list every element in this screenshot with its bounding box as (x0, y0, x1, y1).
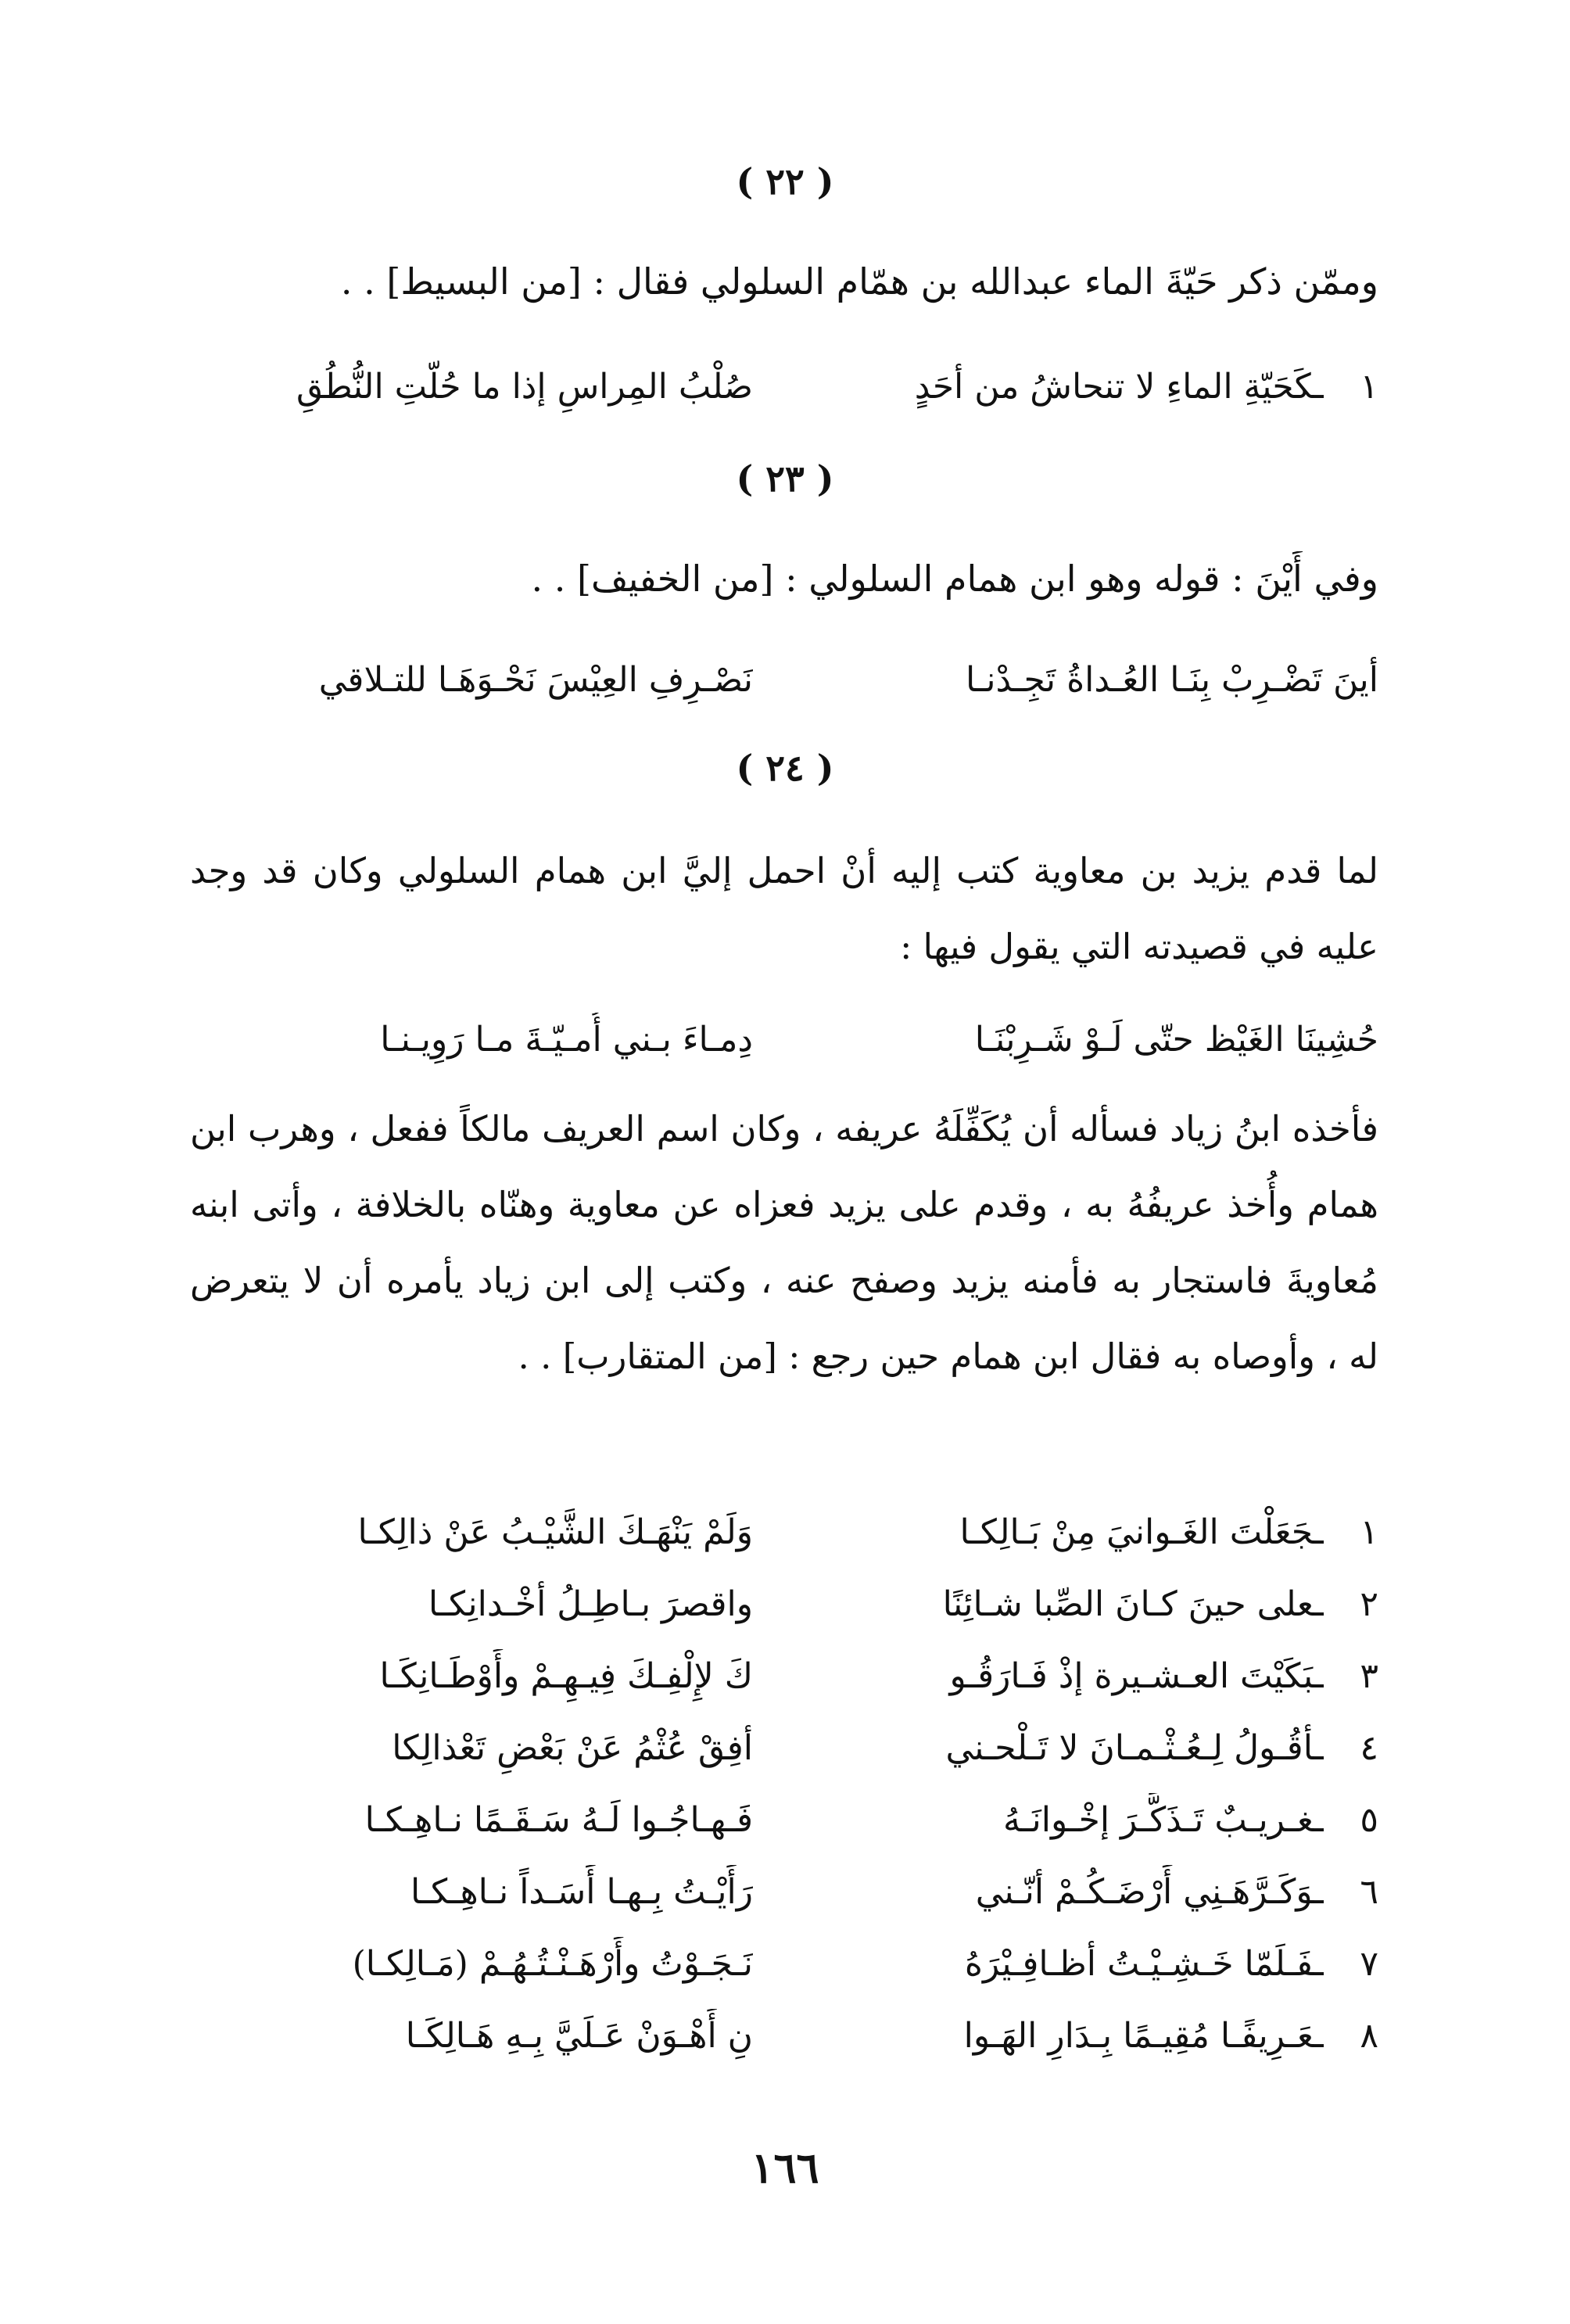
section-number-24: ( ٢٤ ) (736, 747, 834, 789)
verse-first-hemistich: ـعلى حينَ كـانَ الصِّبا شـائِنًا (942, 1584, 1324, 1624)
section-number-22: ( ٢٢ ) (736, 160, 834, 203)
verse-number: ٤ (1360, 1728, 1378, 1768)
verse-number: ١ (1360, 367, 1378, 407)
section-24-paragraph-1: لما قدم يزيد بن معاوية كتب إليه أنْ احمل إليَّ ابن همام السلولي وكان قد وجد عليه في قصيدته التي يقول فيها : (190, 850, 1378, 967)
verse-first-hemistich: أينَ تَضْـرِبْ بِنَـا العُـداةُ تَجِـدْنـا (965, 660, 1378, 700)
verse-first-hemistich: ـعَـرِيفًـا مُقِيـمًا بِـدَارِ الهَـوا (963, 2016, 1324, 2056)
section-22-verse (190, 360, 1378, 414)
verse-first-hemistich: ـأقُـولُ لِـعُـثْـمـانَ لا تَـلْحـني (945, 1728, 1324, 1768)
verse-number: ٥ (1360, 1800, 1378, 1840)
section-23-verse (190, 653, 1378, 708)
poem-verse (190, 1793, 1378, 1848)
verse-second-hemistich: دِمـاءَ بـني أُمـيّـةَ مـا رَوِيـنـا (380, 1020, 753, 1060)
verse-first-hemistich: ـبَكَيْتَ العـشـيرة إذْ فَـارَقُـو (949, 1656, 1324, 1696)
verse-first-hemistich: حُشِينَا الغَيْظ حتّى لَـوْ شَـرِبْنَـا (974, 1020, 1378, 1060)
poem-verse (190, 1721, 1378, 1776)
verse-second-hemistich: كَ لإِلْفِـكَ فِيـهِـمْ وأَوْطَـانِكَـا (379, 1656, 753, 1696)
verse-number: ١ (1360, 1512, 1378, 1552)
verse-second-hemistich: نِ أَهْـوَنْ عَـلَيَّ بِـهِ هَـالِكَـا (405, 2016, 753, 2056)
verse-second-hemistich: صُلْبُ المِراسِ إذا ما حُلّتِ النُّطُقِ (296, 367, 753, 407)
poem-verse (190, 1937, 1378, 1992)
verse-number: ٦ (1360, 1872, 1378, 1912)
verse-first-hemistich: ـجَعَلْتَ الغَـوانيَ مِنْ بَـالِكـا (959, 1512, 1324, 1552)
page-number: ١٦٦ (751, 2143, 819, 2193)
verse-second-hemistich: رَأَيْـتُ بِـهـا أَسَـداً نـاهِـكـا (410, 1872, 753, 1912)
poem-verse (190, 1865, 1378, 1920)
section-number-23: ( ٢٣ ) (736, 457, 834, 500)
verse-second-hemistich: واقصرَ بـاطِـلُ أخْـدانِكـا (428, 1584, 753, 1624)
verse-number: ٢ (1360, 1584, 1378, 1624)
verse-first-hemistich: ـكَحَيّةِ الماءِ لا تنحاشُ من أحَدٍ (914, 367, 1324, 407)
verse-number: ٧ (1360, 1944, 1378, 1984)
verse-second-hemistich: فَـهـاجُـوا لَـهُ سَـقَـمًا نـاهِـكـا (364, 1800, 753, 1840)
section-22-intro: وممّن ذكر حَيّةَ الماء عبدالله بن همّام السلولي فقال : [من البسيط] . . (340, 260, 1378, 303)
section-24-quoted-verse (190, 1013, 1378, 1067)
verse-number: ٨ (1360, 2016, 1378, 2056)
section-23-intro: وفي أَيْنَ : قوله وهو ابن همام السلولي : [من الخفيف] . . (531, 558, 1378, 600)
verse-second-hemistich: وَلَمْ يَنْهَـكَ الشَّيْـبُ عَنْ ذالِكـا (357, 1512, 753, 1552)
poem-verse (190, 1577, 1378, 1632)
verse-second-hemistich: نَصْـرِفِ العِيْسَ نَحْـوَهَـا للتـلاقي (318, 660, 753, 700)
poem-verse (190, 1649, 1378, 1704)
poem-verse (190, 2009, 1378, 2064)
verse-number: ٣ (1360, 1656, 1378, 1696)
verse-first-hemistich: ـغـريـبٌ تَـذَكَّـرَ إخْـوانَـهُ (1003, 1800, 1324, 1840)
verse-second-hemistich: نَـجَـوْتُ وأَرْهَـنْـتُـهُـمْ (مَـالِكـا) (352, 1944, 753, 1984)
verse-first-hemistich: ـوَكَـرَّهَـنِي أَرْضَـكُـمْ أنّـني (975, 1872, 1324, 1912)
section-24-paragraph-2: فأخذه ابنُ زياد فسأله أن يُكَفِّلَهُ عريفه ، وكان اسم العريف مالكاً ففعل ، وهرب ابن همام وأُخذ عريفُهُ به ، وقدم على يزيد فعزاه عن معاوية وهنّاه بالخلافة ، وأتى ابنه مُعاويةَ فاستجار به فأمنه يزيد وصفح عنه ، وكتب إلى ابن زياد يأمره أن لا يتعرض له ، وأوصاه به فقال ابن همام حين رجع : [من المتقارب] . . (190, 1108, 1378, 1377)
verse-first-hemistich: ـفَـلَمّا خَـشِـيْـتُ أظـافِـيْرَهُ (964, 1944, 1324, 1984)
verse-second-hemistich: أفِقْ عُثْمُ عَنْ بَعْضِ تَعْذالِكا (392, 1728, 753, 1768)
poem-verse (190, 1505, 1378, 1560)
